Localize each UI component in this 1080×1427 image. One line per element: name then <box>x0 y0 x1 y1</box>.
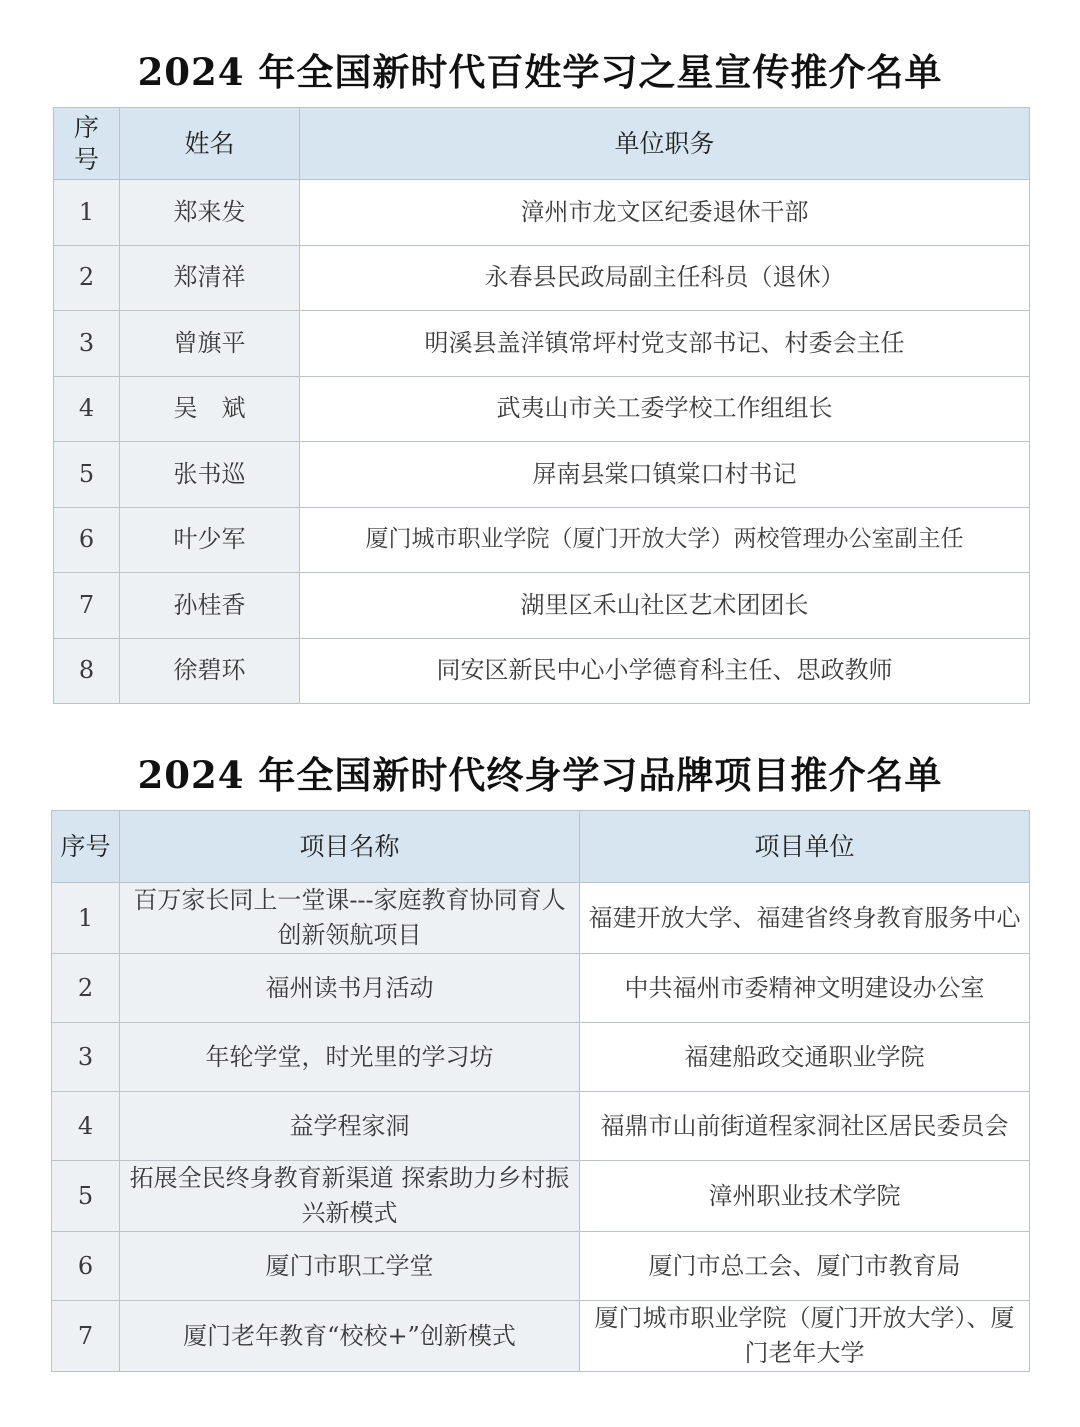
header-unit: 项目单位 <box>580 811 1030 883</box>
cell-project: 年轮学堂，时光里的学习坊 <box>120 1023 580 1092</box>
header-position: 单位职务 <box>300 108 1030 180</box>
cell-name: 孙桂香 <box>120 573 300 639</box>
table-row <box>52 1023 1030 1092</box>
cell-no: 8 <box>54 638 120 704</box>
table-row <box>54 573 1030 639</box>
cell-project: 福州读书月活动 <box>120 954 580 1023</box>
cell-no: 3 <box>52 1023 120 1092</box>
cell-name: 曾旗平 <box>120 311 300 377</box>
cell-no: 3 <box>54 311 120 377</box>
cell-unit: 厦门城市职业学院（厦门开放大学）、厦门老年大学 <box>580 1301 1030 1372</box>
cell-project: 益学程家洞 <box>120 1092 580 1161</box>
cell-unit: 福鼎市山前街道程家洞社区居民委员会 <box>580 1092 1030 1161</box>
table1-title: 2024 年全国新时代百姓学习之星宣传推介名单 <box>137 50 943 94</box>
cell-no: 5 <box>52 1161 120 1232</box>
cell-name: 叶少军 <box>120 507 300 573</box>
table-row <box>52 883 1030 954</box>
table-row <box>54 245 1030 311</box>
cell-name: 郑清祥 <box>120 245 300 311</box>
cell-name: 郑来发 <box>120 180 300 246</box>
cell-unit: 中共福州市委精神文明建设办公室 <box>580 954 1030 1023</box>
cell-position: 武夷山市关工委学校工作组组长 <box>300 376 1030 442</box>
cell-unit: 福建船政交通职业学院 <box>580 1023 1030 1092</box>
cell-no: 6 <box>54 507 120 573</box>
table-header-row <box>52 811 1030 883</box>
cell-no: 7 <box>52 1301 120 1372</box>
table-row <box>52 1301 1030 1372</box>
cell-unit: 厦门市总工会、厦门市教育局 <box>580 1232 1030 1301</box>
cell-no: 5 <box>54 442 120 508</box>
cell-unit: 漳州职业技术学院 <box>580 1161 1030 1232</box>
table-row <box>52 954 1030 1023</box>
table-row <box>54 180 1030 246</box>
cell-project: 厦门市职工学堂 <box>120 1232 580 1301</box>
cell-position: 同安区新民中心小学德育科主任、思政教师 <box>300 638 1030 704</box>
cell-no: 1 <box>52 883 120 954</box>
cell-project: 百万家长同上一堂课---家庭教育协同育人创新领航项目 <box>120 883 580 954</box>
table-row <box>52 1232 1030 1301</box>
learning-brand-projects-table <box>51 810 1030 1372</box>
cell-no: 6 <box>52 1232 120 1301</box>
table-row <box>52 1161 1030 1232</box>
cell-no: 7 <box>54 573 120 639</box>
cell-position: 永春县民政局副主任科员（退休） <box>300 245 1030 311</box>
cell-position: 明溪县盖洋镇常坪村党支部书记、村委会主任 <box>300 311 1030 377</box>
learning-stars-table <box>53 107 1030 704</box>
cell-position: 屏南县棠口镇棠口村书记 <box>300 442 1030 508</box>
cell-no: 2 <box>54 245 120 311</box>
table2-title: 2024 年全国新时代终身学习品牌项目推介名单 <box>137 753 943 797</box>
cell-no: 1 <box>54 180 120 246</box>
cell-position: 湖里区禾山社区艺术团团长 <box>300 573 1030 639</box>
table-row <box>54 376 1030 442</box>
table-row <box>52 1092 1030 1161</box>
cell-no: 4 <box>52 1092 120 1161</box>
cell-name: 吴 斌 <box>120 376 300 442</box>
header-project: 项目名称 <box>120 811 580 883</box>
cell-no: 2 <box>52 954 120 1023</box>
cell-position: 厦门城市职业学院（厦门开放大学）两校管理办公室副主任 <box>300 507 1030 573</box>
table-row <box>54 311 1030 377</box>
table-header-row <box>54 108 1030 180</box>
cell-unit: 福建开放大学、福建省终身教育服务中心 <box>580 883 1030 954</box>
cell-name: 张书巡 <box>120 442 300 508</box>
cell-no: 4 <box>54 376 120 442</box>
table-row <box>54 442 1030 508</box>
cell-project: 厦门老年教育“校校+”创新模式 <box>120 1301 580 1372</box>
cell-project: 拓展全民终身教育新渠道 探索助力乡村振兴新模式 <box>120 1161 580 1232</box>
table-row <box>54 638 1030 704</box>
table-row <box>54 507 1030 573</box>
cell-position: 漳州市龙文区纪委退休干部 <box>300 180 1030 246</box>
header-no: 序号 <box>54 108 120 180</box>
header-no: 序号 <box>52 811 120 883</box>
header-name: 姓名 <box>120 108 300 180</box>
cell-name: 徐碧环 <box>120 638 300 704</box>
